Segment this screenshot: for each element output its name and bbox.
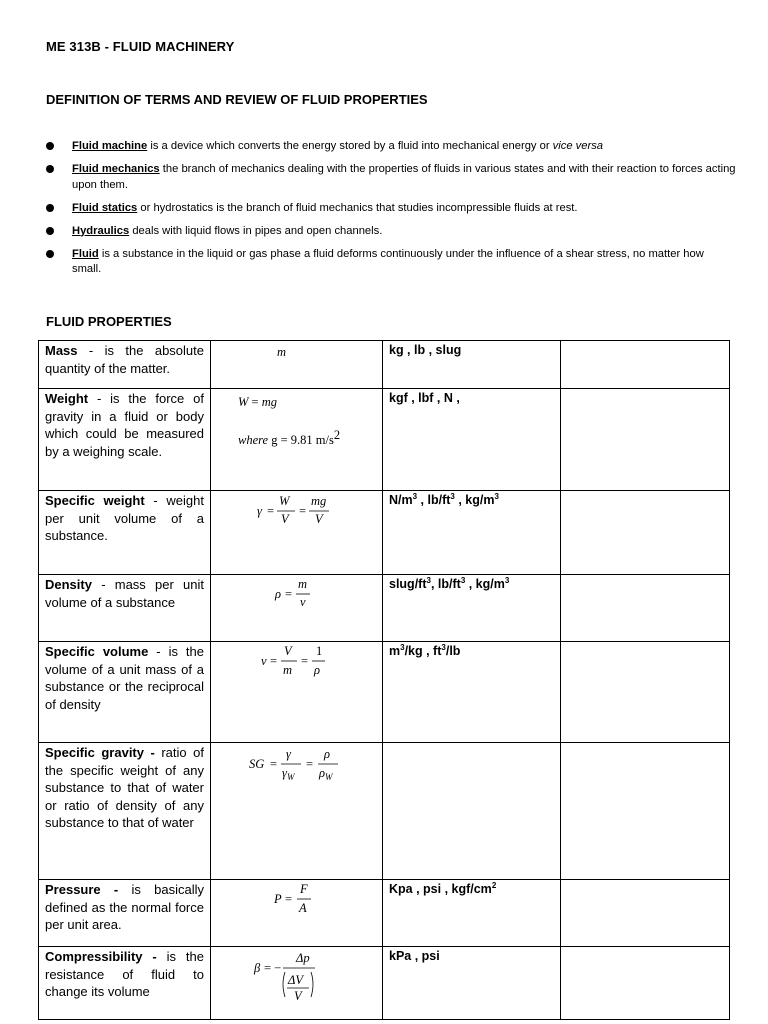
specific-gravity-formula: [217, 744, 389, 875]
svg-text:Δp: Δp: [296, 951, 310, 965]
bullet-icon: [46, 165, 54, 173]
formula-cell: [211, 389, 383, 491]
svg-text:V: V: [281, 512, 289, 526]
compressibility-formula: [217, 948, 389, 1015]
formula-cell: [211, 947, 383, 1020]
term-label: Hydraulics: [72, 224, 130, 237]
units-cell: kg , lb , slug: [383, 341, 561, 389]
property-name: Specific weight: [45, 493, 145, 508]
blank-cell: [561, 880, 730, 947]
svg-text:SG: SG: [249, 757, 265, 771]
formula-cell: [211, 743, 383, 880]
blank-cell: [561, 341, 730, 389]
bullet-icon: [46, 142, 54, 150]
blank-cell: [561, 389, 730, 491]
table-row: [39, 491, 730, 575]
term-definition: or hydrostatics is the branch of fluid mechanics that studies incompressible fluids at rest.: [137, 201, 578, 214]
svg-text:m: m: [277, 345, 287, 359]
table-row: [39, 642, 730, 743]
svg-text:ρ: ρ: [314, 663, 320, 677]
svg-text:γ: γ: [257, 504, 262, 518]
list-item: [46, 224, 736, 240]
property-description: [39, 341, 211, 389]
weight-formula: [217, 390, 389, 486]
svg-text:A: A: [299, 901, 307, 915]
table-row: [39, 880, 730, 947]
svg-text:γW: $\gamma_W$: [282, 766, 295, 782]
svg-text:ρ: ρ: [324, 747, 330, 761]
property-description: [39, 642, 211, 743]
svg-text:γ: γ: [286, 747, 291, 761]
term-definition: is a substance in the liquid or gas phase a fluid deforms continuously under the influence of a shear stress, no matter how small.: [72, 247, 704, 275]
list-item: [46, 247, 736, 278]
svg-text:v: v: [300, 595, 306, 609]
list-item: [46, 139, 736, 155]
term-definition: is a device which converts the energy stored by a fluid into mechanical energy or: [147, 140, 553, 152]
units-cell: $m^3/kg$ , $ft^3/lb$: [383, 642, 561, 743]
units-cell: $N/m^3$ , $lb/ft^3$ , $kg/m^3$: [383, 491, 561, 575]
property-name: Mass: [45, 343, 78, 358]
table-row: [39, 743, 730, 880]
svg-text:mg: mg: [311, 494, 327, 508]
property-name: Density: [45, 577, 92, 592]
table-row: [39, 389, 730, 491]
svg-text:=: =: [285, 892, 293, 906]
definition-list: [46, 139, 736, 285]
property-desc-text: - mass per unit volume of a substance: [45, 577, 204, 610]
svg-text:V: V: [294, 989, 302, 1003]
svg-text:=: =: [301, 654, 309, 668]
section-title: DEFINITION OF TERMS AND REVIEW OF FLUID PROPERTIES: [46, 92, 428, 107]
units-cell: kgf , lbf , N ,: [383, 389, 561, 491]
formula-cell: [211, 575, 383, 642]
property-description: [39, 947, 211, 1020]
term-definition: the branch of mechanics dealing with the properties of fluids in various states and with their reaction to forces acting upon them.: [72, 163, 736, 191]
mass-formula: [217, 342, 389, 384]
term-definition-italic: vice versa: [552, 140, 604, 152]
table-row: [39, 575, 730, 642]
property-desc-text: is basically defined as the normal force per unit area.: [45, 882, 205, 933]
svg-text:1: 1: [316, 644, 323, 658]
bullet-icon: [46, 250, 54, 258]
blank-cell: [561, 575, 730, 642]
svg-text:F: F: [300, 882, 308, 896]
svg-text:v: v: [261, 654, 267, 668]
svg-text:= −: = −: [264, 961, 282, 975]
property-desc-text: - weight per unit volume of a substance.: [45, 493, 204, 544]
formula-cell: [211, 642, 383, 743]
units-cell: slug/$ft^3$, $lb/ft^3$ , $kg/m^3$: [383, 575, 561, 642]
fluid-properties-table: [38, 340, 730, 1020]
svg-text:m: m: [283, 663, 293, 677]
property-description: [39, 743, 211, 880]
svg-text:=: =: [306, 757, 314, 771]
svg-text:V: V: [284, 644, 292, 658]
specific-volume-formula: [217, 643, 389, 738]
specific-weight-formula: [217, 492, 389, 570]
properties-title: FLUID PROPERTIES: [46, 314, 172, 329]
table-row: [39, 341, 730, 389]
property-name: Specific gravity -: [45, 745, 155, 760]
formula-cell: [211, 491, 383, 575]
property-name: Pressure -: [45, 882, 119, 897]
term-label: Fluid machine: [72, 140, 148, 152]
svg-text:β: β: [254, 961, 261, 975]
list-item: [46, 162, 736, 193]
bullet-icon: [46, 204, 54, 212]
property-description: [39, 491, 211, 575]
density-formula: [217, 576, 389, 637]
svg-text:where g = 9.81 m/s2: where g = 9.81 m/s2: [238, 428, 341, 447]
blank-cell: [561, 491, 730, 575]
property-desc-text: - is the volume of a unit mass of a substance or the reciprocal of density: [45, 644, 204, 712]
table-row: [39, 947, 730, 1020]
property-description: [39, 575, 211, 642]
svg-text:=: =: [267, 504, 275, 518]
svg-text:P: P: [274, 892, 282, 906]
blank-cell: [561, 743, 730, 880]
term-label: Fluid statics: [72, 201, 138, 214]
svg-text:=: =: [270, 654, 278, 668]
svg-text:=: =: [270, 757, 278, 771]
svg-text:=: =: [299, 504, 307, 518]
property-desc-text: - is the absolute quantity of the matter.: [45, 343, 204, 376]
units-cell: kPa , psi: [383, 947, 561, 1020]
blank-cell: [561, 642, 730, 743]
property-description: [39, 389, 211, 491]
blank-cell: [561, 947, 730, 1020]
property-name: Specific volume: [45, 644, 149, 659]
svg-text:W = mg: W = mg: [238, 395, 278, 409]
svg-text:=: =: [285, 587, 293, 601]
term-label: Fluid: [72, 247, 99, 260]
property-name: Compressibility -: [45, 949, 157, 964]
property-desc-text: - is the force of gravity in a fluid or body which could be measured by a weighing scale.: [45, 391, 204, 459]
formula-cell: [211, 880, 383, 947]
bullet-icon: [46, 227, 54, 235]
units-cell: Kpa , psi , kgf/$cm^2$: [383, 880, 561, 947]
property-description: [39, 880, 211, 947]
units-cell: [383, 743, 561, 880]
property-desc-text: ratio of the specific weight of any substance to that of water or ratio of density of any substance to that of water: [45, 745, 204, 831]
list-item: [46, 201, 736, 217]
term-label: Fluid mechanics: [72, 163, 160, 175]
pressure-formula: [217, 881, 389, 942]
svg-text:ΔV: ΔV: [288, 973, 303, 987]
svg-text:ρW: $\rho_W$: [319, 766, 333, 782]
document-title: ME 313B - FLUID MACHINERY: [46, 39, 235, 54]
property-desc-text: is the resistance of fluid to change its volume: [45, 949, 204, 1000]
term-definition: deals with liquid flows in pipes and open channels.: [129, 224, 383, 237]
svg-text:W: W: [279, 494, 290, 508]
svg-text:ρ: ρ: [275, 587, 281, 601]
svg-text:m: m: [298, 577, 308, 591]
svg-text:V: V: [315, 512, 323, 526]
formula-cell: [211, 341, 383, 389]
property-name: Weight: [45, 391, 89, 406]
